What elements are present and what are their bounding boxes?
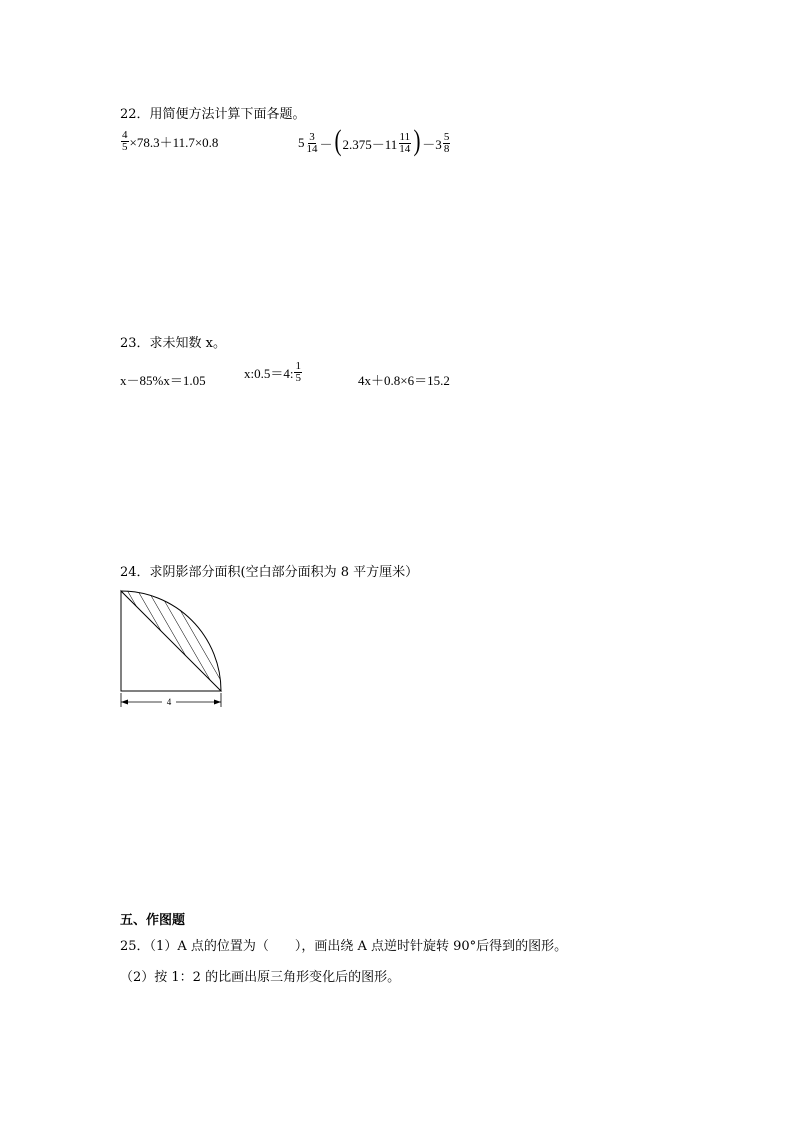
question-22-title: 22．用简便方法计算下面各题。: [120, 107, 306, 122]
arrow-left-icon: [121, 700, 128, 705]
expression-text: 2.375－11: [342, 136, 398, 152]
question-23-title: 23．求未知数 x。: [120, 336, 227, 351]
quarter-circle-figure: [114, 586, 230, 710]
question-25-line-2: （2）按 1：2 的比画出原三角形变化后的图形。: [120, 970, 401, 985]
question-25-line-1: 25．（1）A 点的位置为（ ），画出绕 A 点逆时针旋转 90°后得到的图形。: [120, 939, 568, 954]
q22-expression-2: [298, 124, 451, 158]
left-paren: (: [334, 124, 342, 157]
numerator: 11: [399, 130, 411, 143]
denominator: 14: [306, 142, 318, 155]
fraction: [294, 361, 302, 384]
q23-equation-1: x－85%x＝1.05: [120, 373, 206, 388]
question-24-title: 24．求阴影部分面积(空白部分面积为 8 平方厘米）: [120, 565, 419, 580]
numerator: 1: [295, 360, 301, 372]
numerator: 3: [309, 130, 315, 143]
operator: －: [319, 136, 333, 152]
expression-text: x:0.5＝4:: [244, 366, 294, 381]
denominator: 14: [399, 142, 411, 155]
section-5-title: 五、作图题: [120, 913, 186, 928]
fraction: [443, 132, 451, 155]
denominator: 5: [122, 141, 128, 153]
expression-text: ×78.3＋11.7×0.8: [129, 135, 219, 150]
right-paren: ): [413, 124, 421, 157]
q23-equation-3: 4x＋0.8×6＝15.2: [358, 373, 450, 388]
denominator: 8: [443, 142, 450, 155]
fraction: [306, 132, 319, 155]
whole-number: 5: [298, 135, 305, 150]
arrow-right-icon: [214, 700, 221, 705]
denominator: 5: [295, 372, 301, 384]
q22-expression-1: [120, 130, 218, 153]
numerator: 4: [122, 129, 128, 141]
dimension-label: 4: [166, 697, 172, 707]
expression-text: －3: [422, 136, 442, 152]
q23-equation-2: [244, 361, 303, 384]
fraction: [398, 132, 411, 155]
numerator: 5: [443, 130, 450, 143]
fraction: [121, 130, 129, 153]
